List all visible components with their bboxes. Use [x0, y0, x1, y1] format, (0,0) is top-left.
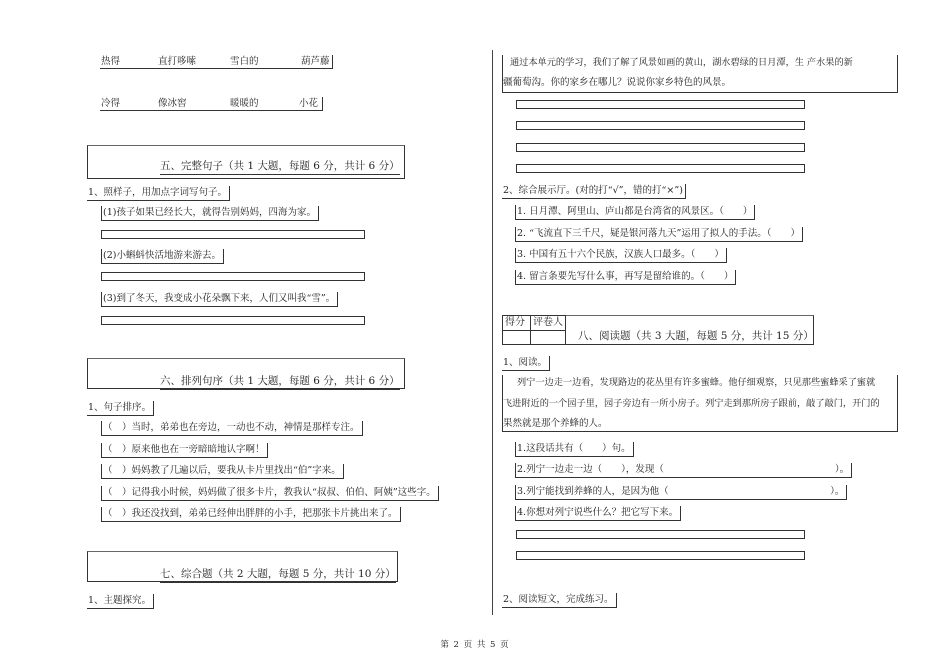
passage-line-2: 飞进附近的一个园子里，园子旁边有一所小房子。列宁走到那所房子跟前，敲了敲门，开门的 [503, 398, 880, 409]
sentence-example: (1)孩子如果已经长大，就得告别妈妈，四海为家。 [101, 206, 319, 221]
answer-line[interactable] [516, 530, 805, 539]
judge-item: 1. 日月潭、阿里山、庐山都是台湾省的风景区。（ ） [515, 205, 755, 220]
answer-line[interactable] [516, 100, 805, 109]
question-label: 2、综合展示厅。(对的打“√”，错的打“×”) [502, 184, 686, 199]
question-label: 1、主题探究。 [87, 594, 154, 609]
reading-item: 1.这段话共有（ ）句。 [515, 442, 634, 457]
answer-line[interactable] [101, 272, 365, 281]
ordering-item: （ ）记得我小时候，妈妈做了很多卡片，教我认“叔叔、伯伯、阿姨”这些字。 [101, 486, 439, 501]
judge-item: 2. “飞流直下三千尺，疑是银河落九天”运用了拟人的手法。（ ） [515, 227, 803, 242]
word-cell: 冷得 [101, 98, 121, 109]
page-footer: 第 2 页 共 5 页 [440, 640, 510, 650]
passage-box [502, 375, 898, 432]
ordering-item: （ ）妈妈教了几遍以后，要我从卡片里找出“伯”字来。 [101, 464, 344, 479]
question-label: 1、阅读。 [502, 356, 550, 371]
column-divider [492, 50, 493, 615]
section-title-5: 五、完整句子（共 1 大题，每题 6 分，共计 6 分） [160, 159, 400, 175]
answer-line[interactable] [516, 143, 805, 152]
word-cell: 小花 [299, 98, 319, 109]
answer-line[interactable] [516, 164, 805, 173]
question-label: 2、阅读短文，完成练习。 [502, 593, 617, 608]
score-label: 得分 [505, 317, 525, 328]
ordering-item: （ ）原来他也在一旁暗暗地认字啊！ [101, 443, 268, 458]
word-cell: 像冰窖 [158, 98, 187, 109]
answer-line[interactable] [516, 551, 805, 560]
intro-line-1: 通过本单元的学习，我们了解了风景如画的黄山，湖水碧绿的日月潭，生 产水果的新 [510, 57, 853, 68]
reviewer-label: 评卷人 [533, 317, 563, 328]
word-cell: 直打哆嗦 [158, 56, 197, 67]
passage-line-3: 果然就是那个养蜂的人。 [503, 418, 608, 429]
score-box [502, 315, 566, 345]
sentence-example: (3)到了冬天，我变成小花朵飘下来，人们又叫我“雪”。 [101, 292, 338, 307]
word-cell: 葫芦藤 [301, 56, 330, 67]
ordering-item: （ ）我还没找到，弟弟已经伸出胖胖的小手，把那张卡片挑出来了。 [101, 507, 401, 522]
reading-item: 3.列宁能找到养蜂的人，是因为他（ ）。 [515, 485, 847, 500]
word-row-2 [100, 97, 323, 111]
passage-line-1: 列宁一边走一边看，发现路边的花丛里有许多蜜蜂。他仔细观察，只见那些蜜蜂采了蜜就 [517, 377, 876, 388]
word-row-1 [100, 55, 333, 69]
question-label: 1、照样子，用加点字词写句子。 [87, 186, 230, 201]
reading-item: 4.你想对列宁说些什么？把它写下来。 [515, 506, 681, 521]
word-cell: 暖暖的 [230, 98, 259, 109]
judge-item: 4. 留言条要先写什么事，再写是留给谁的。（ ） [515, 270, 736, 285]
question-label: 1、句子排序。 [87, 401, 154, 416]
section-title-8: 八、阅读题（共 3 大题，每题 5 分，共计 15 分） [578, 329, 814, 345]
ordering-item: （ ）当时，弟弟也在旁边，一动也不动，神情是那样专注。 [101, 421, 363, 436]
sentence-example: (2)小蝌蚪快活地游来游去。 [101, 249, 224, 264]
answer-line[interactable] [516, 121, 805, 130]
reading-item: 2.列宁一边走一边（ ），发现（ ）。 [515, 463, 852, 478]
score-divider [503, 330, 565, 331]
word-cell: 热得 [101, 56, 121, 67]
section-title-6: 六、排列句序（共 1 大题，每题 6 分，共计 6 分） [160, 374, 400, 390]
section-title-7: 七、综合题（共 2 大题，每题 5 分，共计 10 分） [160, 567, 396, 583]
word-cell: 雪白的 [230, 56, 259, 67]
answer-line[interactable] [101, 316, 365, 325]
answer-line[interactable] [101, 230, 365, 239]
judge-item: 3. 中国有五十六个民族，汉族人口最多。（ ） [515, 248, 727, 263]
intro-line-2: 疆葡萄沟。你的家乡在哪儿？说说你家乡特色的风景。 [503, 77, 732, 88]
intro-text-box [502, 55, 898, 93]
